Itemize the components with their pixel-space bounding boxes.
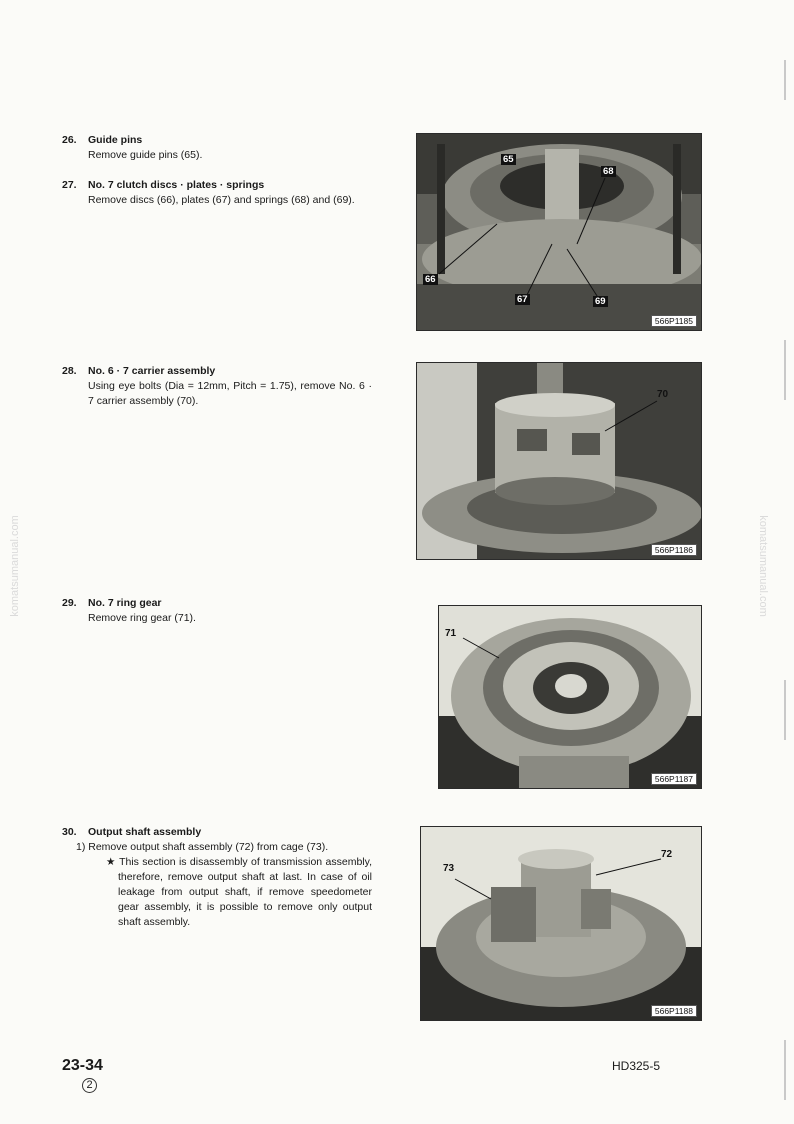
callout-69: 69 xyxy=(595,296,606,307)
photo-output-shaft xyxy=(420,826,702,1021)
revision-mark: 2 xyxy=(82,1078,97,1093)
step-number: 30. xyxy=(62,826,77,838)
step-title: No. 7 clutch discs · plates · springs xyxy=(88,179,265,191)
scan-edge-mark xyxy=(784,60,786,100)
scan-edge-mark xyxy=(784,1040,786,1100)
callout-65: 65 xyxy=(503,154,514,165)
substep-1: 1) Remove output shaft assembly (72) from cage (73). xyxy=(76,841,329,853)
photo-ring-gear xyxy=(438,605,702,789)
scan-edge-mark xyxy=(784,340,786,400)
watermark-left: komatsumanual.com xyxy=(8,515,21,617)
callout-66: 66 xyxy=(425,274,436,285)
step-text: Remove ring gear (71). xyxy=(88,612,196,624)
step-title: No. 7 ring gear xyxy=(88,597,162,609)
output-shaft-photo-image xyxy=(421,827,701,1020)
step-title: Output shaft assembly xyxy=(88,826,202,838)
callout-67: 67 xyxy=(517,294,528,305)
step-27 xyxy=(62,178,372,208)
photo-carrier-assembly xyxy=(416,362,702,560)
step-26 xyxy=(62,133,372,163)
photo-code: 566P1186 xyxy=(651,544,697,556)
page-number: 23-34 xyxy=(62,1057,103,1074)
callout-68: 68 xyxy=(603,166,614,177)
step-text: Using eye bolts (Dia = 12mm, Pitch = 1.75), remove No. 6 · 7 carrier assembly (70). xyxy=(88,380,372,407)
model-name: HD325-5 xyxy=(612,1059,661,1073)
step-number: 29. xyxy=(62,597,77,609)
step-title: No. 6 · 7 carrier assembly xyxy=(88,365,216,377)
photo-code: 566P1185 xyxy=(651,315,697,327)
callout-73: 73 xyxy=(443,863,455,874)
step-text: Remove discs (66), plates (67) and springs (68) and (69). xyxy=(88,194,355,206)
watermark-right: komatsumanual.com xyxy=(756,515,769,617)
step-29 xyxy=(62,596,372,626)
photo-clutch-discs xyxy=(416,133,702,331)
step-28 xyxy=(62,364,372,409)
step-text: Remove guide pins (65). xyxy=(88,149,203,161)
ring-gear-photo-image xyxy=(439,606,701,788)
callout-71: 71 xyxy=(445,628,457,639)
step-number: 26. xyxy=(62,134,77,146)
step-number: 28. xyxy=(62,365,77,377)
clutch-photo-image xyxy=(417,134,701,330)
photo-code: 566P1188 xyxy=(651,1005,697,1017)
callout-70: 70 xyxy=(657,389,669,400)
step-30 xyxy=(62,825,372,930)
photo-code: 566P1187 xyxy=(651,773,697,785)
step-title: Guide pins xyxy=(88,134,143,146)
callout-72: 72 xyxy=(661,849,673,860)
note-text: ★ This section is disassembly of transmission assembly, therefore, remove output shaft at last. In case of oil leakage from output shaft, if remove speedometer gear assembly, it is possible to remove only output shaft assembly. xyxy=(106,856,372,928)
scan-edge-mark xyxy=(784,680,786,740)
step-number: 27. xyxy=(62,179,77,191)
